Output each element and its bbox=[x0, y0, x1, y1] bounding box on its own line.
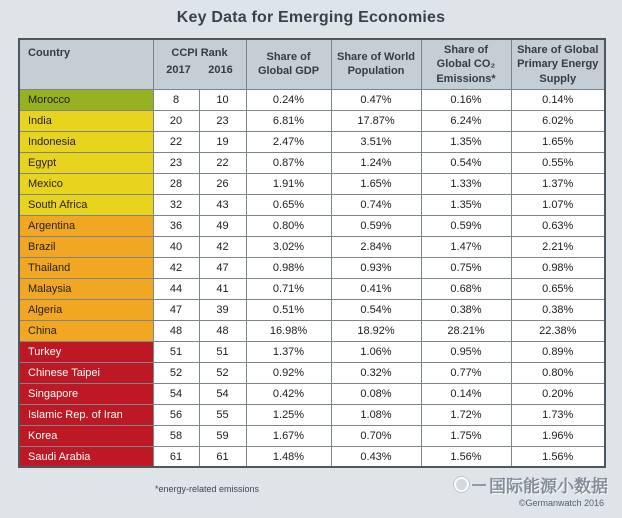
energy-cell: 0.89% bbox=[511, 341, 605, 362]
energy-cell: 1.07% bbox=[511, 194, 605, 215]
rank-2016-cell: 22 bbox=[199, 152, 246, 173]
watermark bbox=[454, 472, 608, 497]
rank-2016-cell: 54 bbox=[199, 383, 246, 404]
column-header-gdp: Share of Global GDP bbox=[246, 39, 331, 89]
co2-cell: 0.95% bbox=[421, 341, 511, 362]
rank-2017-cell: 40 bbox=[153, 236, 199, 257]
population-cell: 0.74% bbox=[331, 194, 421, 215]
country-cell: Malaysia bbox=[19, 278, 153, 299]
gdp-cell: 16.98% bbox=[246, 320, 331, 341]
gdp-cell: 0.24% bbox=[246, 89, 331, 110]
population-cell: 1.06% bbox=[331, 341, 421, 362]
table-row bbox=[19, 362, 605, 383]
emerging-economies-table bbox=[18, 38, 606, 468]
table-row bbox=[19, 89, 605, 110]
rank-2017-cell: 28 bbox=[153, 173, 199, 194]
table-header bbox=[19, 39, 605, 89]
table-row bbox=[19, 173, 605, 194]
co2-cell: 1.35% bbox=[421, 131, 511, 152]
copyright: ©Germanwatch 2016 bbox=[518, 498, 604, 508]
co2-cell: 28.21% bbox=[421, 320, 511, 341]
table-row bbox=[19, 383, 605, 404]
population-cell: 0.59% bbox=[331, 215, 421, 236]
table-row bbox=[19, 278, 605, 299]
table-row bbox=[19, 236, 605, 257]
rank-2016-cell: 19 bbox=[199, 131, 246, 152]
gdp-cell: 1.91% bbox=[246, 173, 331, 194]
rank-2016-cell: 61 bbox=[199, 446, 246, 467]
gdp-cell: 0.98% bbox=[246, 257, 331, 278]
gdp-cell: 1.67% bbox=[246, 425, 331, 446]
country-cell: Thailand bbox=[19, 257, 153, 278]
population-cell: 2.84% bbox=[331, 236, 421, 257]
co2-cell: 0.38% bbox=[421, 299, 511, 320]
rank-2017-cell: 52 bbox=[153, 362, 199, 383]
population-cell: 0.32% bbox=[331, 362, 421, 383]
gdp-cell: 1.25% bbox=[246, 404, 331, 425]
column-header-population: Share of World Population bbox=[331, 39, 421, 89]
country-cell: South Africa bbox=[19, 194, 153, 215]
gdp-cell: 1.48% bbox=[246, 446, 331, 467]
rank-2017-cell: 8 bbox=[153, 89, 199, 110]
country-cell: Saudi Arabia bbox=[19, 446, 153, 467]
table-row bbox=[19, 194, 605, 215]
table-row bbox=[19, 152, 605, 173]
rank-2017-cell: 23 bbox=[153, 152, 199, 173]
gdp-cell: 0.51% bbox=[246, 299, 331, 320]
population-cell: 17.87% bbox=[331, 110, 421, 131]
country-cell: Chinese Taipei bbox=[19, 362, 153, 383]
rank-2017-cell: 56 bbox=[153, 404, 199, 425]
rank-2016-cell: 51 bbox=[199, 341, 246, 362]
ccpi-rank-label: CCPI Rank bbox=[171, 47, 228, 59]
energy-cell: 1.96% bbox=[511, 425, 605, 446]
country-cell: Mexico bbox=[19, 173, 153, 194]
country-cell: Turkey bbox=[19, 341, 153, 362]
table-row bbox=[19, 215, 605, 236]
rank-2016-cell: 10 bbox=[199, 89, 246, 110]
gdp-cell: 3.02% bbox=[246, 236, 331, 257]
country-cell: China bbox=[19, 320, 153, 341]
gdp-cell: 2.47% bbox=[246, 131, 331, 152]
co2-cell: 0.16% bbox=[421, 89, 511, 110]
gdp-cell: 1.37% bbox=[246, 341, 331, 362]
year-2017-label: 2017 bbox=[166, 64, 191, 77]
population-cell: 1.65% bbox=[331, 173, 421, 194]
population-cell: 0.47% bbox=[331, 89, 421, 110]
table-row bbox=[19, 341, 605, 362]
energy-cell: 0.63% bbox=[511, 215, 605, 236]
country-cell: Islamic Rep. of Iran bbox=[19, 404, 153, 425]
gdp-cell: 0.92% bbox=[246, 362, 331, 383]
rank-2017-cell: 36 bbox=[153, 215, 199, 236]
table-row bbox=[19, 404, 605, 425]
footnote: *energy-related emissions bbox=[155, 484, 260, 494]
gdp-cell: 0.87% bbox=[246, 152, 331, 173]
co2-cell: 1.33% bbox=[421, 173, 511, 194]
energy-cell: 0.20% bbox=[511, 383, 605, 404]
rank-2017-cell: 44 bbox=[153, 278, 199, 299]
country-cell: Morocco bbox=[19, 89, 153, 110]
rank-2017-cell: 42 bbox=[153, 257, 199, 278]
rank-2017-cell: 58 bbox=[153, 425, 199, 446]
gdp-cell: 0.80% bbox=[246, 215, 331, 236]
co2-cell: 0.75% bbox=[421, 257, 511, 278]
rank-2017-cell: 32 bbox=[153, 194, 199, 215]
rank-2016-cell: 59 bbox=[199, 425, 246, 446]
rank-2016-cell: 43 bbox=[199, 194, 246, 215]
watermark-dash bbox=[472, 484, 486, 486]
country-cell: Egypt bbox=[19, 152, 153, 173]
table-row bbox=[19, 320, 605, 341]
table-row bbox=[19, 446, 605, 467]
co2-cell: 1.35% bbox=[421, 194, 511, 215]
country-cell: Argentina bbox=[19, 215, 153, 236]
year-2016-label: 2016 bbox=[208, 64, 233, 77]
population-cell: 18.92% bbox=[331, 320, 421, 341]
population-cell: 1.08% bbox=[331, 404, 421, 425]
energy-cell: 1.65% bbox=[511, 131, 605, 152]
co2-cell: 1.75% bbox=[421, 425, 511, 446]
rank-2016-cell: 39 bbox=[199, 299, 246, 320]
table-body bbox=[19, 89, 605, 467]
energy-cell: 2.21% bbox=[511, 236, 605, 257]
co2-cell: 0.54% bbox=[421, 152, 511, 173]
country-cell: Korea bbox=[19, 425, 153, 446]
table-row bbox=[19, 131, 605, 152]
watermark-text: 国际能源小数据 bbox=[489, 477, 608, 496]
population-cell: 1.24% bbox=[331, 152, 421, 173]
rank-2017-cell: 20 bbox=[153, 110, 199, 131]
country-cell: Indonesia bbox=[19, 131, 153, 152]
energy-cell: 0.38% bbox=[511, 299, 605, 320]
co2-cell: 0.77% bbox=[421, 362, 511, 383]
rank-2016-cell: 47 bbox=[199, 257, 246, 278]
table-row bbox=[19, 110, 605, 131]
gdp-cell: 0.71% bbox=[246, 278, 331, 299]
rank-2016-cell: 48 bbox=[199, 320, 246, 341]
rank-2017-cell: 51 bbox=[153, 341, 199, 362]
population-cell: 0.43% bbox=[331, 446, 421, 467]
rank-2016-cell: 26 bbox=[199, 173, 246, 194]
co2-cell: 0.68% bbox=[421, 278, 511, 299]
table-row bbox=[19, 299, 605, 320]
energy-cell: 22.38% bbox=[511, 320, 605, 341]
column-header-country: Country bbox=[19, 39, 153, 89]
rank-2017-cell: 54 bbox=[153, 383, 199, 404]
watermark-logo-icon bbox=[454, 477, 469, 492]
co2-cell: 1.72% bbox=[421, 404, 511, 425]
energy-cell: 0.80% bbox=[511, 362, 605, 383]
population-cell: 3.51% bbox=[331, 131, 421, 152]
population-cell: 0.08% bbox=[331, 383, 421, 404]
table-row bbox=[19, 257, 605, 278]
energy-cell: 1.56% bbox=[511, 446, 605, 467]
rank-2017-cell: 22 bbox=[153, 131, 199, 152]
energy-cell: 1.37% bbox=[511, 173, 605, 194]
page-title: Key Data for Emerging Economies bbox=[176, 9, 446, 26]
column-header-energy: Share of Global Primary Energy Supply bbox=[511, 39, 605, 89]
column-header-ccpi-rank bbox=[153, 39, 246, 89]
gdp-cell: 0.42% bbox=[246, 383, 331, 404]
energy-cell: 0.14% bbox=[511, 89, 605, 110]
energy-cell: 0.98% bbox=[511, 257, 605, 278]
rank-2017-cell: 47 bbox=[153, 299, 199, 320]
column-header-co2: Share of Global CO₂ Emissions* bbox=[421, 39, 511, 89]
energy-cell: 1.73% bbox=[511, 404, 605, 425]
rank-2016-cell: 49 bbox=[199, 215, 246, 236]
rank-2016-cell: 52 bbox=[199, 362, 246, 383]
rank-2016-cell: 23 bbox=[199, 110, 246, 131]
population-cell: 0.70% bbox=[331, 425, 421, 446]
co2-cell: 1.47% bbox=[421, 236, 511, 257]
co2-cell: 6.24% bbox=[421, 110, 511, 131]
rank-2016-cell: 55 bbox=[199, 404, 246, 425]
rank-2017-cell: 48 bbox=[153, 320, 199, 341]
energy-cell: 6.02% bbox=[511, 110, 605, 131]
energy-cell: 0.55% bbox=[511, 152, 605, 173]
population-cell: 0.93% bbox=[331, 257, 421, 278]
country-cell: Brazil bbox=[19, 236, 153, 257]
rank-2016-cell: 41 bbox=[199, 278, 246, 299]
gdp-cell: 0.65% bbox=[246, 194, 331, 215]
country-cell: India bbox=[19, 110, 153, 131]
co2-cell: 1.56% bbox=[421, 446, 511, 467]
table-row bbox=[19, 425, 605, 446]
population-cell: 0.41% bbox=[331, 278, 421, 299]
rank-2017-cell: 61 bbox=[153, 446, 199, 467]
co2-cell: 0.14% bbox=[421, 383, 511, 404]
country-cell: Algeria bbox=[19, 299, 153, 320]
co2-cell: 0.59% bbox=[421, 215, 511, 236]
gdp-cell: 6.81% bbox=[246, 110, 331, 131]
energy-cell: 0.65% bbox=[511, 278, 605, 299]
population-cell: 0.54% bbox=[331, 299, 421, 320]
country-cell: Singapore bbox=[19, 383, 153, 404]
rank-2016-cell: 42 bbox=[199, 236, 246, 257]
